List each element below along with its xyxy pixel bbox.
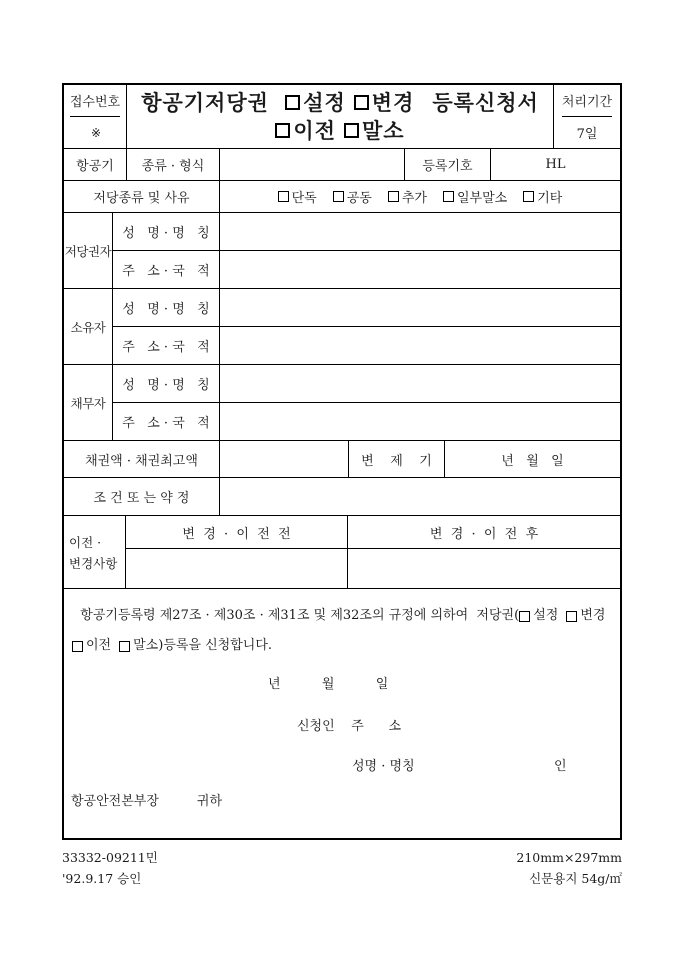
applicant-address-line[interactable]: 신청인 주 소 <box>297 719 402 734</box>
declaration-checkbox-ijeon[interactable] <box>72 635 111 657</box>
mortgage-kind-label: 저당종류 및 사유 <box>64 181 220 212</box>
debtor-title: 채무자 <box>64 365 113 440</box>
debtor-section <box>64 365 620 441</box>
address-nationality-label: 주 소 · 국 적 <box>113 327 220 364</box>
debtor-address-value-cell[interactable] <box>220 403 620 440</box>
debtor-fields <box>113 365 620 440</box>
processing-period-label: 처리기간 <box>562 85 612 117</box>
registration-form-table <box>62 83 622 840</box>
checkbox-ilbu-malso[interactable] <box>443 187 507 206</box>
claim-amount-label: 채권액 · 채권최고액 <box>64 441 220 477</box>
form-title-suffix: 등록신청서 <box>432 90 539 116</box>
aircraft-type-label: 종류 · 형식 <box>127 149 220 180</box>
checkbox-icon <box>344 123 359 138</box>
checkbox-label: 변경 <box>371 90 415 116</box>
aircraft-row <box>64 149 620 181</box>
mortgage-kind-options <box>220 181 620 212</box>
mortgagee-section <box>64 213 620 289</box>
repayment-date-value-cell[interactable]: 년 월 일 <box>501 453 564 469</box>
declaration-checkbox-byeongyeong[interactable] <box>566 605 605 627</box>
checkbox-dandok[interactable] <box>278 187 317 206</box>
checkbox-icon <box>519 611 530 622</box>
checkbox-label: 말소 <box>133 638 159 653</box>
aircraft-label: 항공기 <box>64 149 127 180</box>
form-title-cell <box>127 85 554 148</box>
owner-title: 소유자 <box>64 289 113 364</box>
transfer-change-value-row <box>126 549 620 588</box>
transfer-change-grid <box>126 516 620 588</box>
after-change-value-cell[interactable] <box>348 549 620 588</box>
signature-date-line[interactable]: 년 월 일 <box>268 677 389 692</box>
processing-period-column <box>554 85 620 148</box>
owner-address-row <box>113 327 620 364</box>
declaration-line2 <box>72 635 608 657</box>
checkbox-icon <box>354 95 369 110</box>
checkbox-icon <box>333 191 344 202</box>
mortgagee-name-row <box>113 213 620 251</box>
owner-name-row <box>113 289 620 327</box>
checkbox-label: 설정 <box>533 608 559 623</box>
condition-row <box>64 478 620 516</box>
checkbox-icon <box>275 123 290 138</box>
paper-type: 신문용지 54g/㎡ <box>529 871 622 886</box>
form-title-line2 <box>275 119 404 142</box>
transfer-change-label-line1: 이전 · <box>69 534 102 550</box>
declaration-text1: 항공기등록령 제27조 · 제30조 · 제31조 및 제32조의 규정에 의하여 저당권( <box>72 608 520 623</box>
registration-mark-label: 등록기호 <box>405 149 491 180</box>
transfer-change-header-row <box>126 516 620 549</box>
declaration-checkbox-malso[interactable] <box>119 635 158 657</box>
mortgagee-address-row <box>113 251 620 288</box>
address-nationality-label: 주 소 · 국 적 <box>113 251 220 288</box>
owner-section <box>64 289 620 365</box>
declaration-paragraph <box>72 605 608 657</box>
name-title-label: 성 명 · 명 칭 <box>113 289 220 326</box>
checkbox-label: 설정 <box>303 90 346 116</box>
checkbox-icon <box>285 95 300 110</box>
name-title-label: 성 명 · 명 칭 <box>113 213 220 250</box>
mortgagee-name-value-cell[interactable] <box>220 213 620 250</box>
form-title-line1 <box>141 91 539 114</box>
declaration-line1 <box>72 605 608 627</box>
name-title-label: 성 명 · 명 칭 <box>113 365 220 402</box>
form-approval-date: '92.9.17 승인 <box>62 871 142 886</box>
debtor-name-row <box>113 365 620 403</box>
checkbox-label: 이전 <box>293 117 336 143</box>
form-title-prefix: 항공기저당권 <box>141 90 278 116</box>
owner-fields <box>113 289 620 364</box>
checkbox-icon <box>388 191 399 202</box>
declaration-checkbox-seoljeong[interactable] <box>519 605 558 627</box>
form-footer <box>62 847 622 889</box>
after-change-label: 변 경 · 이 전 후 <box>429 526 539 542</box>
address-nationality-label: 주 소 · 국 적 <box>113 403 220 440</box>
before-change-value-cell[interactable] <box>126 549 348 588</box>
applicant-name-label: 성명 · 명칭 <box>352 759 415 774</box>
owner-name-value-cell[interactable] <box>220 289 620 326</box>
condition-value-cell[interactable] <box>220 478 620 515</box>
debtor-address-row <box>113 403 620 440</box>
checkbox-gita[interactable] <box>523 187 562 206</box>
checkbox-label: 이전 <box>86 638 112 653</box>
title-checkbox-byeongyeong[interactable] <box>354 91 415 114</box>
seal-label: 인 <box>554 759 567 774</box>
declaration-signature-area <box>64 589 620 838</box>
checkbox-icon <box>278 191 289 202</box>
checkbox-chuga[interactable] <box>388 187 427 206</box>
condition-label: 조 건 또 는 약 정 <box>64 478 220 515</box>
registration-mark-value-cell[interactable]: HL <box>545 157 566 172</box>
mortgagee-fields <box>113 213 620 288</box>
checkbox-icon <box>119 641 130 652</box>
footer-left <box>62 847 158 889</box>
title-checkbox-malso[interactable] <box>344 119 405 142</box>
processing-period-value: 7일 <box>576 127 598 142</box>
claim-amount-row <box>64 441 620 478</box>
receipt-number-column <box>64 85 127 148</box>
checkbox-label: 기타 <box>537 191 563 206</box>
footer-right <box>516 847 622 889</box>
checkbox-label: 일부말소 <box>457 191 508 206</box>
receipt-number-label: 접수번호 <box>70 85 120 117</box>
form-header-row <box>64 85 620 149</box>
mortgagee-address-value-cell[interactable] <box>220 251 620 288</box>
checkbox-label: 단독 <box>291 191 317 206</box>
declaration-text2: )등록을 신청합니다. <box>158 638 273 653</box>
title-checkbox-ijeon[interactable] <box>275 119 336 142</box>
recipient-title: 항공안전본부장 <box>71 794 159 809</box>
aircraft-type-value-cell[interactable] <box>220 149 405 180</box>
recipient-line <box>71 790 222 809</box>
claim-amount-value-cell[interactable] <box>220 441 349 477</box>
checkbox-icon <box>523 191 534 202</box>
repayment-date-label: 변 제 기 <box>349 441 445 477</box>
reference-mark: ※ <box>90 125 102 140</box>
transfer-change-label <box>64 516 126 588</box>
checkbox-icon <box>566 611 577 622</box>
transfer-change-section <box>64 516 620 589</box>
checkbox-icon <box>443 191 454 202</box>
checkbox-icon <box>72 641 83 652</box>
checkbox-label: 추가 <box>401 191 427 206</box>
form-document-number: 33332-09211민 <box>62 850 158 865</box>
title-checkbox-seoljeong[interactable] <box>285 91 346 114</box>
paper-size: 210mm×297mm <box>516 850 622 865</box>
checkbox-label: 말소 <box>362 117 405 143</box>
checkbox-gongdong[interactable] <box>333 187 372 206</box>
before-change-label: 변 경 · 이 전 전 <box>126 516 348 548</box>
mortgage-kind-row <box>64 181 620 213</box>
transfer-change-label-line2: 변경사항 <box>69 555 118 571</box>
mortgagee-title: 저당권자 <box>64 213 113 288</box>
checkbox-label: 공동 <box>346 191 372 206</box>
recipient-honorific: 귀하 <box>196 794 223 809</box>
debtor-name-value-cell[interactable] <box>220 365 620 402</box>
checkbox-label: 변경 <box>580 608 606 623</box>
owner-address-value-cell[interactable] <box>220 327 620 364</box>
